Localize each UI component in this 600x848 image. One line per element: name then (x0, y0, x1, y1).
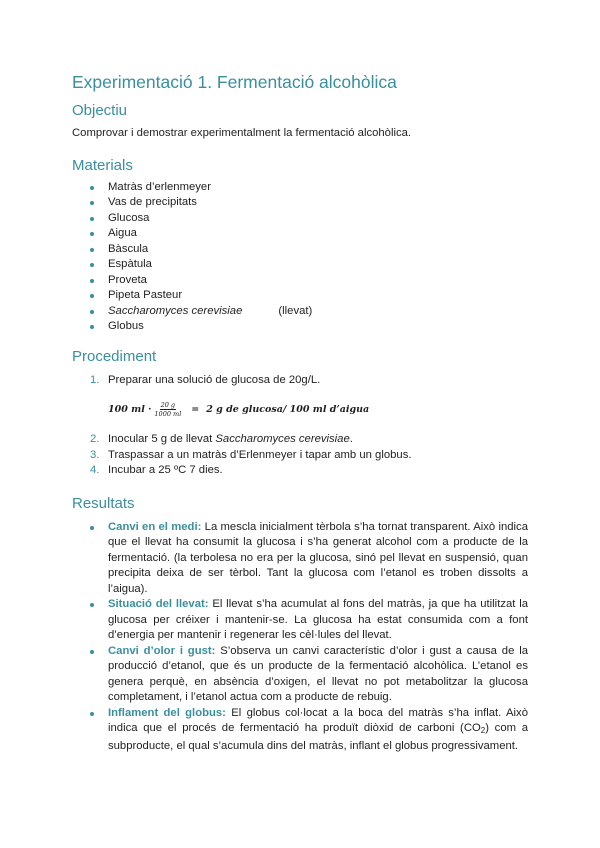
yeast-species: Saccharomyces cerevisiae (108, 304, 243, 317)
objective-text: Comprovar i demostrar experimentalment la fermentació alcohòlica. (72, 127, 412, 139)
procedure-list-continued (72, 432, 528, 479)
procedure-step: 2. Inocular 5 g de llevat Saccharomyces cerevisiae. (90, 433, 353, 445)
list-item: Vas de precipitats (88, 195, 528, 211)
list-item: Proveta (88, 273, 528, 289)
results-list (72, 520, 528, 755)
bullet-icon (90, 650, 94, 654)
yeast-common-name: (llevat) (278, 304, 313, 317)
bullet-icon (90, 294, 94, 298)
list-item: Pipeta Pasteur (88, 288, 528, 304)
procedure-step: 3. Traspassar a un matràs d’Erlenmeyer i tapar amb un globus. (90, 448, 412, 461)
bullet-icon (90, 325, 94, 329)
materials-heading: Materials (72, 156, 133, 174)
list-item: Aigua (88, 226, 528, 242)
procedure-heading: Procediment (72, 347, 157, 365)
document-page (72, 70, 528, 754)
glucose-formula: 100 ml · $\frac{20 g}{1000 ml}$ = 2 g de glucosa/ 100 ml d’aigua (108, 400, 370, 418)
procedure-list (72, 373, 528, 389)
result-item: Situació del llevat: El llevat s’ha acumulat al fons del matràs, ja que ha utilitzat la glucosa per créixer i mantenir-se. La glucosa ha estat consumida com a font d’energia per mantenir i regenerar les cèl·lules del llevat. (88, 597, 528, 644)
bullet-icon (90, 186, 94, 190)
list-item: Globus (88, 319, 528, 335)
objective-heading: Objectiu (72, 102, 128, 119)
list-item: Glucosa (88, 211, 528, 227)
bullet-icon (90, 263, 94, 267)
bullet-icon (90, 248, 94, 252)
bullet-icon (90, 232, 94, 236)
materials-list (72, 180, 528, 335)
list-item: Matràs d’erlenmeyer (88, 180, 528, 196)
formula-fraction: $\frac{20 g}{1000 ml}$ (154, 400, 182, 418)
results-heading: Resultats (72, 494, 135, 512)
bullet-icon (90, 217, 94, 221)
list-item: Bàscula (88, 242, 528, 258)
bullet-icon (90, 201, 94, 205)
procedure-step: 1. Preparar una solució de glucosa de 20g/L. (90, 373, 321, 386)
bullet-icon (90, 279, 94, 283)
bullet-icon (90, 603, 94, 607)
result-item: Canvi d’olor i gust: S’observa un canvi característic d’olor i gust a causa de la producció d’etanol, que és un producte de la fermentació alcohòlica. L’etanol es genera perquè, en absència d’oxigen, el llevat no pot metabolitzar la glucosa completament, i l’etanol actua com a producte de rebuig. (88, 644, 528, 706)
bullet-icon (90, 310, 94, 314)
result-item: Inflament del globus: El globus col·locat a la boca del matràs s’ha inflat. Això indica que el procés de fermentació ha produït diòxid de carboni $(CO_2)$ com a subproducte, el qual s’acumula dins del matràs, inflant el globus progressivament. (88, 706, 528, 755)
result-item: Canvi en el medi: La mescla inicialment tèrbola s’ha tornat transparent. Això indica que el llevat ha consumit la glucosa i s’ha generat alcohol com a producte de la fermentació. (la terbolesa no era per la glucosa, sinó pel llevat en suspensió, quan precipita deixa de ser tèrbol. Tant la glucosa com l’etanol es troben dissolts a l’aigua). (88, 520, 528, 598)
list-item-yeast (88, 304, 528, 320)
bullet-icon (90, 712, 94, 716)
list-item: Espàtula (88, 257, 528, 273)
bullet-icon (90, 526, 94, 530)
procedure-step: 4. Incubar a 25 ºC 7 dies. (90, 464, 223, 476)
document-title: Experimentació 1. Fermentació alcohòlica (72, 72, 397, 92)
